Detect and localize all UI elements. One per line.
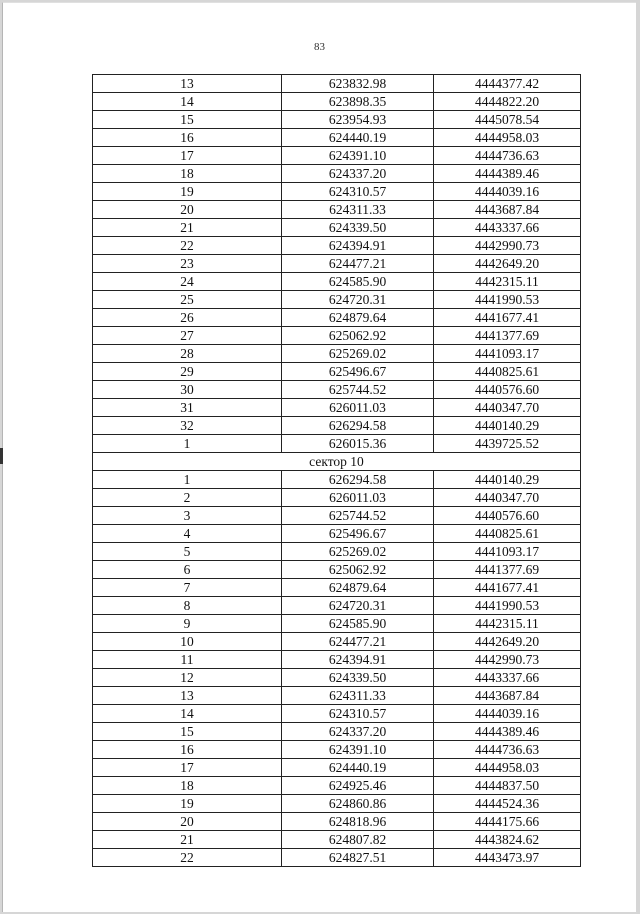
x-coordinate-cell: 624818.96 xyxy=(282,813,434,831)
y-coordinate-cell: 4440825.61 xyxy=(434,363,581,381)
x-coordinate-cell: 624391.10 xyxy=(282,741,434,759)
table-row xyxy=(93,147,581,165)
point-number-cell: 20 xyxy=(93,813,282,831)
y-coordinate-cell: 4441677.41 xyxy=(434,309,581,327)
x-coordinate-cell: 623898.35 xyxy=(282,93,434,111)
y-coordinate-cell: 4442649.20 xyxy=(434,255,581,273)
point-number-cell: 20 xyxy=(93,201,282,219)
x-coordinate-cell: 625744.52 xyxy=(282,507,434,525)
point-number-cell: 24 xyxy=(93,273,282,291)
x-coordinate-cell: 624339.50 xyxy=(282,669,434,687)
x-coordinate-cell: 624440.19 xyxy=(282,759,434,777)
x-coordinate-cell: 624339.50 xyxy=(282,219,434,237)
x-coordinate-cell: 624585.90 xyxy=(282,273,434,291)
x-coordinate-cell: 624311.33 xyxy=(282,201,434,219)
x-coordinate-cell: 624477.21 xyxy=(282,633,434,651)
table-row xyxy=(93,129,581,147)
x-coordinate-cell: 626015.36 xyxy=(282,435,434,453)
point-number-cell: 14 xyxy=(93,705,282,723)
point-number-cell: 3 xyxy=(93,507,282,525)
y-coordinate-cell: 4440825.61 xyxy=(434,525,581,543)
y-coordinate-cell: 4444389.46 xyxy=(434,723,581,741)
y-coordinate-cell: 4440576.60 xyxy=(434,507,581,525)
x-coordinate-cell: 625269.02 xyxy=(282,543,434,561)
x-coordinate-cell: 625496.67 xyxy=(282,525,434,543)
point-number-cell: 27 xyxy=(93,327,282,345)
y-coordinate-cell: 4440576.60 xyxy=(434,381,581,399)
y-coordinate-cell: 4444524.36 xyxy=(434,795,581,813)
point-number-cell: 10 xyxy=(93,633,282,651)
point-number-cell: 17 xyxy=(93,759,282,777)
y-coordinate-cell: 4444958.03 xyxy=(434,759,581,777)
point-number-cell: 19 xyxy=(93,795,282,813)
x-coordinate-cell: 626294.58 xyxy=(282,471,434,489)
x-coordinate-cell: 624440.19 xyxy=(282,129,434,147)
table-row xyxy=(93,183,581,201)
x-coordinate-cell: 623832.98 xyxy=(282,75,434,93)
y-coordinate-cell: 4440140.29 xyxy=(434,417,581,435)
x-coordinate-cell: 624394.91 xyxy=(282,237,434,255)
y-coordinate-cell: 4445078.54 xyxy=(434,111,581,129)
point-number-cell: 16 xyxy=(93,741,282,759)
table-row xyxy=(93,489,581,507)
y-coordinate-cell: 4444736.63 xyxy=(434,741,581,759)
point-number-cell: 13 xyxy=(93,75,282,93)
scan-edge-mark xyxy=(0,448,3,464)
table-row xyxy=(93,651,581,669)
y-coordinate-cell: 4440140.29 xyxy=(434,471,581,489)
point-number-cell: 25 xyxy=(93,291,282,309)
coordinates-table xyxy=(92,74,581,867)
x-coordinate-cell: 624879.64 xyxy=(282,309,434,327)
point-number-cell: 15 xyxy=(93,723,282,741)
y-coordinate-cell: 4440347.70 xyxy=(434,489,581,507)
y-coordinate-cell: 4440347.70 xyxy=(434,399,581,417)
x-coordinate-cell: 624311.33 xyxy=(282,687,434,705)
table-row xyxy=(93,813,581,831)
table-row xyxy=(93,543,581,561)
x-coordinate-cell: 625496.67 xyxy=(282,363,434,381)
point-number-cell: 7 xyxy=(93,579,282,597)
point-number-cell: 31 xyxy=(93,399,282,417)
table-row xyxy=(93,93,581,111)
table-row xyxy=(93,507,581,525)
table-row xyxy=(93,219,581,237)
point-number-cell: 1 xyxy=(93,435,282,453)
x-coordinate-cell: 624337.20 xyxy=(282,723,434,741)
coordinates-table-body xyxy=(93,75,581,867)
table-row xyxy=(93,327,581,345)
point-number-cell: 6 xyxy=(93,561,282,579)
table-row xyxy=(93,795,581,813)
table-row xyxy=(93,381,581,399)
point-number-cell: 17 xyxy=(93,147,282,165)
y-coordinate-cell: 4442315.11 xyxy=(434,273,581,291)
y-coordinate-cell: 4441990.53 xyxy=(434,597,581,615)
x-coordinate-cell: 624925.46 xyxy=(282,777,434,795)
sector-header-row xyxy=(93,453,581,471)
y-coordinate-cell: 4441377.69 xyxy=(434,561,581,579)
table-row xyxy=(93,777,581,795)
point-number-cell: 22 xyxy=(93,849,282,867)
x-coordinate-cell: 624477.21 xyxy=(282,255,434,273)
point-number-cell: 12 xyxy=(93,669,282,687)
y-coordinate-cell: 4441677.41 xyxy=(434,579,581,597)
y-coordinate-cell: 4444837.50 xyxy=(434,777,581,795)
table-row xyxy=(93,75,581,93)
point-number-cell: 13 xyxy=(93,687,282,705)
table-row xyxy=(93,633,581,651)
y-coordinate-cell: 4443687.84 xyxy=(434,687,581,705)
table-row xyxy=(93,309,581,327)
x-coordinate-cell: 625062.92 xyxy=(282,561,434,579)
table-row xyxy=(93,363,581,381)
y-coordinate-cell: 4443824.62 xyxy=(434,831,581,849)
table-row xyxy=(93,201,581,219)
document-page xyxy=(2,2,636,912)
table-row xyxy=(93,399,581,417)
table-row xyxy=(93,291,581,309)
sector-label: сектор 10 xyxy=(93,453,581,471)
y-coordinate-cell: 4442315.11 xyxy=(434,615,581,633)
y-coordinate-cell: 4442990.73 xyxy=(434,651,581,669)
point-number-cell: 21 xyxy=(93,831,282,849)
table-row xyxy=(93,579,581,597)
table-row xyxy=(93,471,581,489)
point-number-cell: 22 xyxy=(93,237,282,255)
point-number-cell: 29 xyxy=(93,363,282,381)
point-number-cell: 4 xyxy=(93,525,282,543)
point-number-cell: 16 xyxy=(93,129,282,147)
table-row xyxy=(93,417,581,435)
table-row xyxy=(93,615,581,633)
table-row xyxy=(93,669,581,687)
point-number-cell: 21 xyxy=(93,219,282,237)
point-number-cell: 5 xyxy=(93,543,282,561)
point-number-cell: 1 xyxy=(93,471,282,489)
x-coordinate-cell: 624807.82 xyxy=(282,831,434,849)
y-coordinate-cell: 4444175.66 xyxy=(434,813,581,831)
x-coordinate-cell: 623954.93 xyxy=(282,111,434,129)
y-coordinate-cell: 4441377.69 xyxy=(434,327,581,345)
y-coordinate-cell: 4441093.17 xyxy=(434,345,581,363)
x-coordinate-cell: 624391.10 xyxy=(282,147,434,165)
point-number-cell: 23 xyxy=(93,255,282,273)
y-coordinate-cell: 4442990.73 xyxy=(434,237,581,255)
y-coordinate-cell: 4444039.16 xyxy=(434,183,581,201)
table-row xyxy=(93,561,581,579)
y-coordinate-cell: 4444389.46 xyxy=(434,165,581,183)
x-coordinate-cell: 624879.64 xyxy=(282,579,434,597)
point-number-cell: 18 xyxy=(93,165,282,183)
point-number-cell: 30 xyxy=(93,381,282,399)
x-coordinate-cell: 626011.03 xyxy=(282,489,434,507)
point-number-cell: 8 xyxy=(93,597,282,615)
table-row xyxy=(93,525,581,543)
y-coordinate-cell: 4444377.42 xyxy=(434,75,581,93)
table-row xyxy=(93,345,581,363)
table-row xyxy=(93,273,581,291)
point-number-cell: 28 xyxy=(93,345,282,363)
x-coordinate-cell: 624310.57 xyxy=(282,705,434,723)
point-number-cell: 19 xyxy=(93,183,282,201)
table-row xyxy=(93,165,581,183)
point-number-cell: 9 xyxy=(93,615,282,633)
y-coordinate-cell: 4444736.63 xyxy=(434,147,581,165)
y-coordinate-cell: 4443337.66 xyxy=(434,219,581,237)
table-row xyxy=(93,435,581,453)
table-row xyxy=(93,705,581,723)
point-number-cell: 11 xyxy=(93,651,282,669)
x-coordinate-cell: 625062.92 xyxy=(282,327,434,345)
table-row xyxy=(93,687,581,705)
y-coordinate-cell: 4442649.20 xyxy=(434,633,581,651)
y-coordinate-cell: 4444958.03 xyxy=(434,129,581,147)
table-row xyxy=(93,597,581,615)
y-coordinate-cell: 4443687.84 xyxy=(434,201,581,219)
x-coordinate-cell: 624827.51 xyxy=(282,849,434,867)
y-coordinate-cell: 4444822.20 xyxy=(434,93,581,111)
x-coordinate-cell: 626294.58 xyxy=(282,417,434,435)
x-coordinate-cell: 624337.20 xyxy=(282,165,434,183)
table-row xyxy=(93,831,581,849)
point-number-cell: 32 xyxy=(93,417,282,435)
x-coordinate-cell: 624310.57 xyxy=(282,183,434,201)
table-row xyxy=(93,237,581,255)
x-coordinate-cell: 624720.31 xyxy=(282,291,434,309)
y-coordinate-cell: 4441990.53 xyxy=(434,291,581,309)
table-row xyxy=(93,111,581,129)
y-coordinate-cell: 4443337.66 xyxy=(434,669,581,687)
y-coordinate-cell: 4443473.97 xyxy=(434,849,581,867)
table-row xyxy=(93,741,581,759)
x-coordinate-cell: 625744.52 xyxy=(282,381,434,399)
table-row xyxy=(93,723,581,741)
y-coordinate-cell: 4439725.52 xyxy=(434,435,581,453)
x-coordinate-cell: 624394.91 xyxy=(282,651,434,669)
table-row xyxy=(93,849,581,867)
point-number-cell: 26 xyxy=(93,309,282,327)
x-coordinate-cell: 624860.86 xyxy=(282,795,434,813)
point-number-cell: 2 xyxy=(93,489,282,507)
x-coordinate-cell: 624720.31 xyxy=(282,597,434,615)
page-number: 83 xyxy=(314,41,325,53)
table-row xyxy=(93,759,581,777)
x-coordinate-cell: 625269.02 xyxy=(282,345,434,363)
y-coordinate-cell: 4444039.16 xyxy=(434,705,581,723)
x-coordinate-cell: 624585.90 xyxy=(282,615,434,633)
y-coordinate-cell: 4441093.17 xyxy=(434,543,581,561)
table-row xyxy=(93,255,581,273)
x-coordinate-cell: 626011.03 xyxy=(282,399,434,417)
point-number-cell: 18 xyxy=(93,777,282,795)
point-number-cell: 15 xyxy=(93,111,282,129)
point-number-cell: 14 xyxy=(93,93,282,111)
